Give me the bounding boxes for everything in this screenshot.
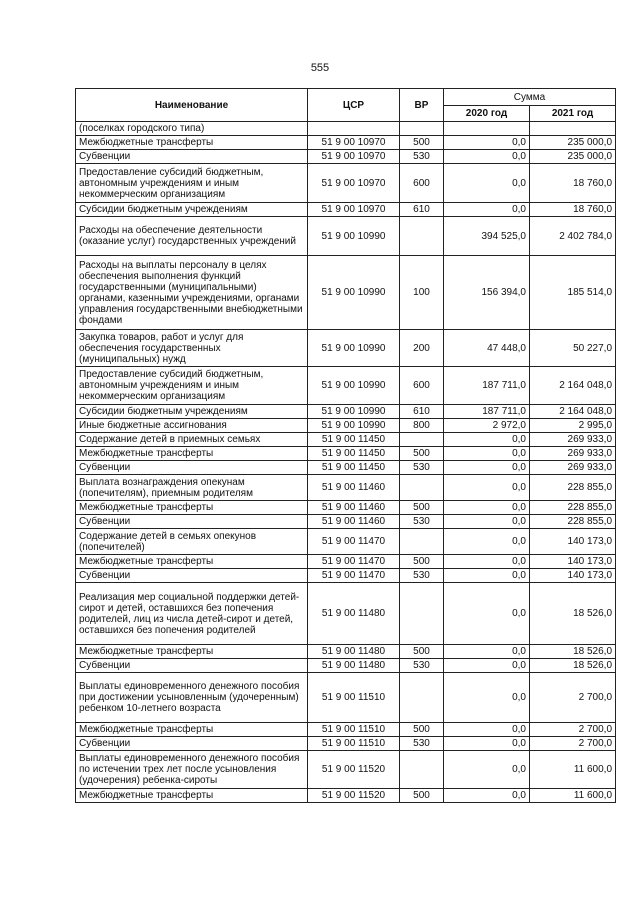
table-row xyxy=(76,501,616,515)
row-csr: 51 9 00 11520 xyxy=(308,789,400,803)
row-vr: 500 xyxy=(400,789,444,803)
row-csr: 51 9 00 11520 xyxy=(308,751,400,789)
row-amount-2021: 228 855,0 xyxy=(530,515,616,529)
header-csr: ЦСР xyxy=(308,89,400,122)
row-vr xyxy=(400,122,444,136)
row-csr: 51 9 00 11510 xyxy=(308,737,400,751)
table-row xyxy=(76,256,616,330)
table-row xyxy=(76,737,616,751)
table-row xyxy=(76,433,616,447)
row-vr: 600 xyxy=(400,164,444,203)
row-amount-2020: 156 394,0 xyxy=(444,256,530,330)
row-name: Закупка товаров, работ и услуг для обеспечения государственных (муниципальных) нужд xyxy=(76,330,308,367)
row-name: Межбюджетные трансферты xyxy=(76,136,308,150)
row-csr: 51 9 00 11450 xyxy=(308,447,400,461)
row-csr: 51 9 00 10970 xyxy=(308,136,400,150)
row-vr xyxy=(400,529,444,555)
row-vr: 100 xyxy=(400,256,444,330)
table-row xyxy=(76,645,616,659)
row-vr: 610 xyxy=(400,405,444,419)
table-row xyxy=(76,529,616,555)
row-vr xyxy=(400,217,444,256)
row-name: Субвенции xyxy=(76,569,308,583)
table-row xyxy=(76,555,616,569)
row-amount-2021: 228 855,0 xyxy=(530,475,616,501)
row-name: Предоставление субсидий бюджетным, автономным учреждениям и иным некоммерческим организациям xyxy=(76,367,308,405)
row-amount-2021: 2 164 048,0 xyxy=(530,405,616,419)
row-csr: 51 9 00 11450 xyxy=(308,433,400,447)
row-vr: 500 xyxy=(400,136,444,150)
table-row xyxy=(76,515,616,529)
row-csr: 51 9 00 11450 xyxy=(308,461,400,475)
table-row xyxy=(76,217,616,256)
row-amount-2021: 235 000,0 xyxy=(530,150,616,164)
header-name: Наименование xyxy=(76,89,308,122)
row-vr: 500 xyxy=(400,501,444,515)
row-name: Расходы на выплаты персоналу в целях обеспечения выполнения функций государственными (муниципальными) органами, казенными учреждениями, органами управления государственными внебюджетными фондами xyxy=(76,256,308,330)
row-csr: 51 9 00 11460 xyxy=(308,501,400,515)
row-vr xyxy=(400,433,444,447)
row-vr: 530 xyxy=(400,569,444,583)
row-vr xyxy=(400,751,444,789)
row-name: Межбюджетные трансферты xyxy=(76,723,308,737)
row-amount-2021: 11 600,0 xyxy=(530,789,616,803)
row-amount-2020: 2 972,0 xyxy=(444,419,530,433)
budget-table xyxy=(75,88,616,803)
row-vr: 500 xyxy=(400,723,444,737)
row-amount-2020: 0,0 xyxy=(444,461,530,475)
row-amount-2021: 269 933,0 xyxy=(530,433,616,447)
row-amount-2021: 18 760,0 xyxy=(530,203,616,217)
row-amount-2021: 140 173,0 xyxy=(530,569,616,583)
table-row xyxy=(76,447,616,461)
row-amount-2021: 140 173,0 xyxy=(530,529,616,555)
row-name: Субсидии бюджетным учреждениям xyxy=(76,405,308,419)
row-amount-2021: 18 526,0 xyxy=(530,583,616,645)
row-csr: 51 9 00 11470 xyxy=(308,555,400,569)
row-csr: 51 9 00 10970 xyxy=(308,164,400,203)
table-row xyxy=(76,583,616,645)
table-row xyxy=(76,203,616,217)
row-name: Субвенции xyxy=(76,737,308,751)
row-vr: 530 xyxy=(400,150,444,164)
row-name: Субвенции xyxy=(76,659,308,673)
row-csr: 51 9 00 11480 xyxy=(308,659,400,673)
row-amount-2020: 0,0 xyxy=(444,569,530,583)
row-name: Межбюджетные трансферты xyxy=(76,555,308,569)
row-vr: 610 xyxy=(400,203,444,217)
row-amount-2021: 50 227,0 xyxy=(530,330,616,367)
row-amount-2021: 18 526,0 xyxy=(530,645,616,659)
table-row xyxy=(76,723,616,737)
table-row xyxy=(76,367,616,405)
row-csr: 51 9 00 10990 xyxy=(308,419,400,433)
row-amount-2021 xyxy=(530,122,616,136)
table-row xyxy=(76,150,616,164)
row-amount-2020: 0,0 xyxy=(444,475,530,501)
row-csr: 51 9 00 11480 xyxy=(308,583,400,645)
row-amount-2020: 0,0 xyxy=(444,447,530,461)
row-amount-2020: 0,0 xyxy=(444,433,530,447)
row-csr: 51 9 00 11510 xyxy=(308,723,400,737)
table-row xyxy=(76,659,616,673)
row-csr: 51 9 00 11510 xyxy=(308,673,400,723)
row-vr: 800 xyxy=(400,419,444,433)
row-name: Межбюджетные трансферты xyxy=(76,789,308,803)
row-csr: 51 9 00 10990 xyxy=(308,256,400,330)
row-name: Расходы на обеспечение деятельности (оказание услуг) государственных учреждений xyxy=(76,217,308,256)
row-csr: 51 9 00 10970 xyxy=(308,150,400,164)
row-vr: 500 xyxy=(400,555,444,569)
row-amount-2020: 0,0 xyxy=(444,203,530,217)
row-amount-2021: 2 700,0 xyxy=(530,723,616,737)
table-row xyxy=(76,569,616,583)
page-number: 555 xyxy=(310,62,330,74)
row-vr: 530 xyxy=(400,659,444,673)
table-row xyxy=(76,461,616,475)
row-amount-2020: 187 711,0 xyxy=(444,405,530,419)
row-vr: 500 xyxy=(400,645,444,659)
table-row xyxy=(76,475,616,501)
row-vr xyxy=(400,583,444,645)
row-name: Иные бюджетные ассигнования xyxy=(76,419,308,433)
row-name: (поселках городского типа) xyxy=(76,122,308,136)
row-amount-2020 xyxy=(444,122,530,136)
row-amount-2020: 0,0 xyxy=(444,164,530,203)
row-csr: 51 9 00 10970 xyxy=(308,203,400,217)
table-row xyxy=(76,330,616,367)
row-name: Субвенции xyxy=(76,150,308,164)
row-amount-2021: 2 164 048,0 xyxy=(530,367,616,405)
row-vr: 530 xyxy=(400,461,444,475)
row-csr: 51 9 00 11470 xyxy=(308,569,400,583)
row-name: Межбюджетные трансферты xyxy=(76,447,308,461)
row-amount-2021: 228 855,0 xyxy=(530,501,616,515)
row-name: Субсидии бюджетным учреждениям xyxy=(76,203,308,217)
row-amount-2020: 0,0 xyxy=(444,583,530,645)
row-amount-2020: 0,0 xyxy=(444,529,530,555)
row-amount-2021: 2 402 784,0 xyxy=(530,217,616,256)
table-row xyxy=(76,164,616,203)
row-amount-2021: 269 933,0 xyxy=(530,461,616,475)
row-amount-2021: 11 600,0 xyxy=(530,751,616,789)
header-2021: 2021 год xyxy=(530,106,616,122)
row-csr: 51 9 00 10990 xyxy=(308,405,400,419)
row-amount-2021: 140 173,0 xyxy=(530,555,616,569)
row-amount-2020: 0,0 xyxy=(444,501,530,515)
row-vr: 600 xyxy=(400,367,444,405)
table-row xyxy=(76,405,616,419)
row-name: Выплата вознаграждения опекунам (попечителям), приемным родителям xyxy=(76,475,308,501)
table-row xyxy=(76,419,616,433)
table-body xyxy=(76,122,616,803)
row-amount-2020: 0,0 xyxy=(444,555,530,569)
row-vr: 530 xyxy=(400,515,444,529)
row-amount-2020: 0,0 xyxy=(444,515,530,529)
row-amount-2020: 0,0 xyxy=(444,150,530,164)
header-2020: 2020 год xyxy=(444,106,530,122)
row-amount-2021: 2 700,0 xyxy=(530,737,616,751)
row-name: Межбюджетные трансферты xyxy=(76,645,308,659)
row-amount-2020: 0,0 xyxy=(444,659,530,673)
row-name: Выплаты единовременного денежного пособия по истечении трех лет после усыновления (удочерения) ребенка-сироты xyxy=(76,751,308,789)
row-csr: 51 9 00 11460 xyxy=(308,475,400,501)
table-row xyxy=(76,136,616,150)
row-csr: 51 9 00 10990 xyxy=(308,217,400,256)
row-amount-2021: 269 933,0 xyxy=(530,447,616,461)
row-csr: 51 9 00 10990 xyxy=(308,367,400,405)
row-amount-2020: 47 448,0 xyxy=(444,330,530,367)
row-csr: 51 9 00 11460 xyxy=(308,515,400,529)
header-vr: ВР xyxy=(400,89,444,122)
row-amount-2020: 0,0 xyxy=(444,737,530,751)
row-csr: 51 9 00 11480 xyxy=(308,645,400,659)
row-name: Содержание детей в приемных семьях xyxy=(76,433,308,447)
row-amount-2021: 185 514,0 xyxy=(530,256,616,330)
row-amount-2020: 0,0 xyxy=(444,673,530,723)
row-amount-2020: 0,0 xyxy=(444,136,530,150)
table-row xyxy=(76,673,616,723)
table-row xyxy=(76,789,616,803)
row-amount-2020: 0,0 xyxy=(444,751,530,789)
row-amount-2020: 187 711,0 xyxy=(444,367,530,405)
row-name: Реализация мер социальной поддержки детей-сирот и детей, оставшихся без попечения родителей, лиц из числа детей-сирот и детей, оставшихся без попечения родителей xyxy=(76,583,308,645)
table-row xyxy=(76,751,616,789)
row-csr: 51 9 00 11470 xyxy=(308,529,400,555)
row-name: Выплаты единовременного денежного пособия при достижении усыновленным (удочеренным) ребенком 10-летнего возраста xyxy=(76,673,308,723)
row-amount-2021: 18 526,0 xyxy=(530,659,616,673)
row-amount-2020: 0,0 xyxy=(444,789,530,803)
row-name: Межбюджетные трансферты xyxy=(76,501,308,515)
row-vr: 200 xyxy=(400,330,444,367)
row-vr: 500 xyxy=(400,447,444,461)
header-sum: Сумма xyxy=(444,89,616,106)
row-amount-2020: 394 525,0 xyxy=(444,217,530,256)
row-amount-2021: 2 995,0 xyxy=(530,419,616,433)
row-amount-2021: 235 000,0 xyxy=(530,136,616,150)
row-amount-2020: 0,0 xyxy=(444,723,530,737)
row-csr xyxy=(308,122,400,136)
row-vr xyxy=(400,673,444,723)
row-csr: 51 9 00 10990 xyxy=(308,330,400,367)
row-amount-2020: 0,0 xyxy=(444,645,530,659)
row-vr: 530 xyxy=(400,737,444,751)
table-row xyxy=(76,122,616,136)
row-vr xyxy=(400,475,444,501)
row-name: Субвенции xyxy=(76,515,308,529)
row-name: Субвенции xyxy=(76,461,308,475)
row-name: Предоставление субсидий бюджетным, автономным учреждениям и иным некоммерческим организациям xyxy=(76,164,308,203)
row-name: Содержание детей в семьях опекунов (попечителей) xyxy=(76,529,308,555)
row-amount-2021: 18 760,0 xyxy=(530,164,616,203)
row-amount-2021: 2 700,0 xyxy=(530,673,616,723)
